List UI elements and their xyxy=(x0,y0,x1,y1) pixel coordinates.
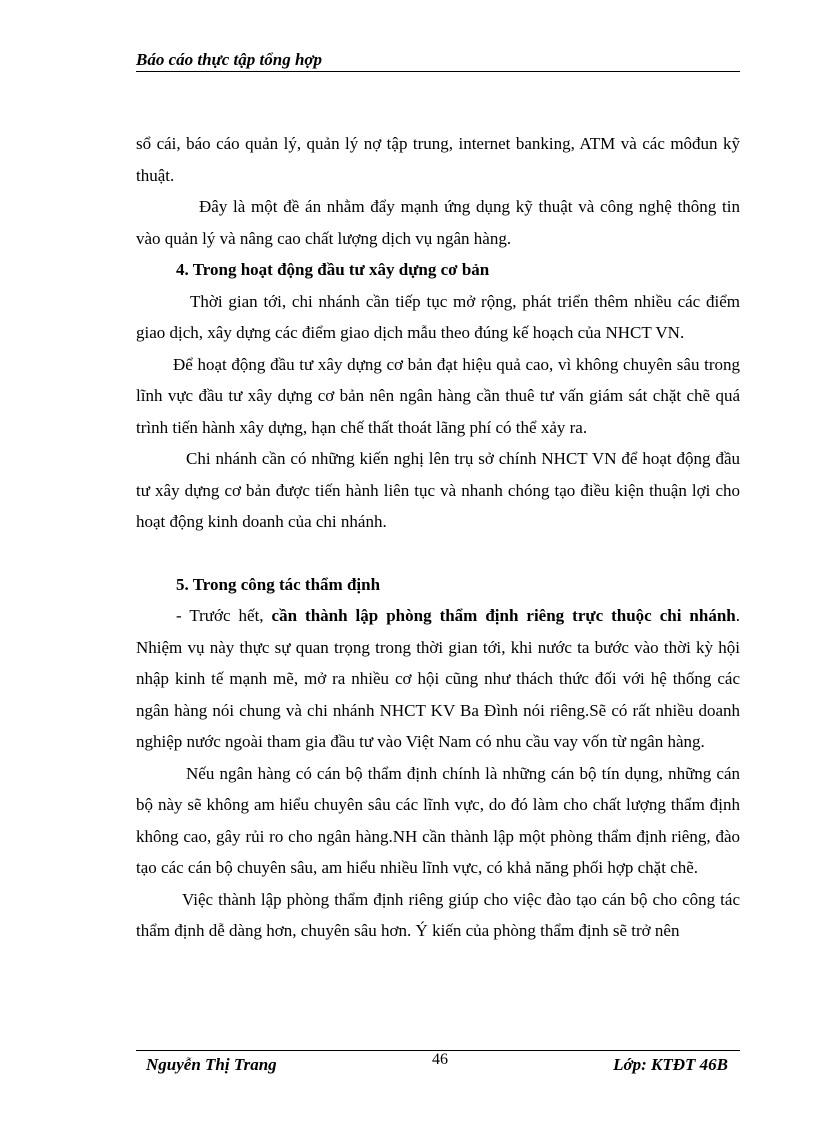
paragraph-1: sổ cái, báo cáo quản lý, quản lý nợ tập trung, internet banking, ATM và các môđun kỹ thuật. xyxy=(136,134,740,185)
paragraph-4: Để hoạt động đầu tư xây dựng cơ bản đạt hiệu quả cao, vì không chuyên sâu trong lĩnh vực đầu tư xây dựng cơ bản nên ngân hàng cần thuê tư vấn giám sát chặt chẽ quá trình tiến hành xây dựng, hạn chế thất thoát lãng phí có thể xảy ra. xyxy=(136,354,740,437)
page-header xyxy=(136,50,740,72)
paragraph-2: Đây là một đề án nhằm đẩy mạnh ứng dụng kỹ thuật và công nghệ thông tin vào quản lý và nâng cao chất lượng dịch vụ ngân hàng. xyxy=(136,197,740,248)
paragraph-5: Chi nhánh cần có những kiến nghị lên trụ sở chính NHCT VN để hoạt động đầu tư xây dựng cơ bản được tiến hành liên tục và nhanh chóng tạo điều kiện thuận lợi cho hoạt động kinh doanh của chi nhánh. xyxy=(136,449,740,531)
header-title: Báo cáo thực tập tổng hợp xyxy=(136,50,323,69)
paragraph-3: Thời gian tới, chi nhánh cần tiếp tục mở rộng, phát triển thêm nhiều các điểm giao dịch, xây dựng các điểm giao dịch mẫu theo đúng kế hoạch của NHCT VN. xyxy=(136,291,740,342)
section-heading-4: 4. Trong hoạt động đầu tư xây dựng cơ bản xyxy=(176,260,490,279)
footer-class: Lớp: KTĐT 46B xyxy=(613,1055,728,1074)
paragraph-6-rest: . Nhiệm vụ này thực sự quan trọng trong thời gian tới, khi nước ta bước vào thời kỳ hội nhập kinh tế mạnh mẽ, mở ra nhiều cơ hội cũng như thách thức đối với hệ thống các ngân hàng nói chung và chi nhánh NHCT KV Ba Đình nói riêng.Sẽ có rất nhiều doanh nghiệp nước ngoài tham gia đầu tư vào Việt Nam có nhu cầu vay vốn từ ngân hàng. xyxy=(136,606,740,751)
paragraph-6-emphasis: cần thành lập phòng thẩm định riêng trực thuộc chi nhánh xyxy=(271,606,736,625)
paragraph-6 xyxy=(136,600,740,758)
paragraph-6-prefix: - Trước hết, xyxy=(176,606,272,625)
page-number: 46 xyxy=(432,1051,448,1068)
footer-author: Nguyễn Thị Trang xyxy=(146,1055,277,1074)
document-body xyxy=(136,128,740,947)
page-footer xyxy=(136,1050,740,1081)
section-heading-5: 5. Trong công tác thẩm định xyxy=(176,574,381,594)
paragraph-spacer xyxy=(136,538,740,569)
paragraph-7: Nếu ngân hàng có cán bộ thẩm định chính là những cán bộ tín dụng, những cán bộ này sẽ không am hiểu chuyên sâu các lĩnh vực, do đó làm cho chất lượng thẩm định không cao, gây rủi ro cho ngân hàng.NH cần thành lập một phòng thẩm định riêng, đào tạo các cán bộ chuyên sâu, am hiểu nhiều lĩnh vực, có khả năng phối hợp chặt chẽ. xyxy=(136,763,740,877)
paragraph-8: Việc thành lập phòng thẩm định riêng giúp cho việc đào tạo cán bộ cho công tác thẩm định dễ dàng hơn, chuyên sâu hơn. Ý kiến của phòng thẩm định sẽ trở nên xyxy=(136,889,740,940)
